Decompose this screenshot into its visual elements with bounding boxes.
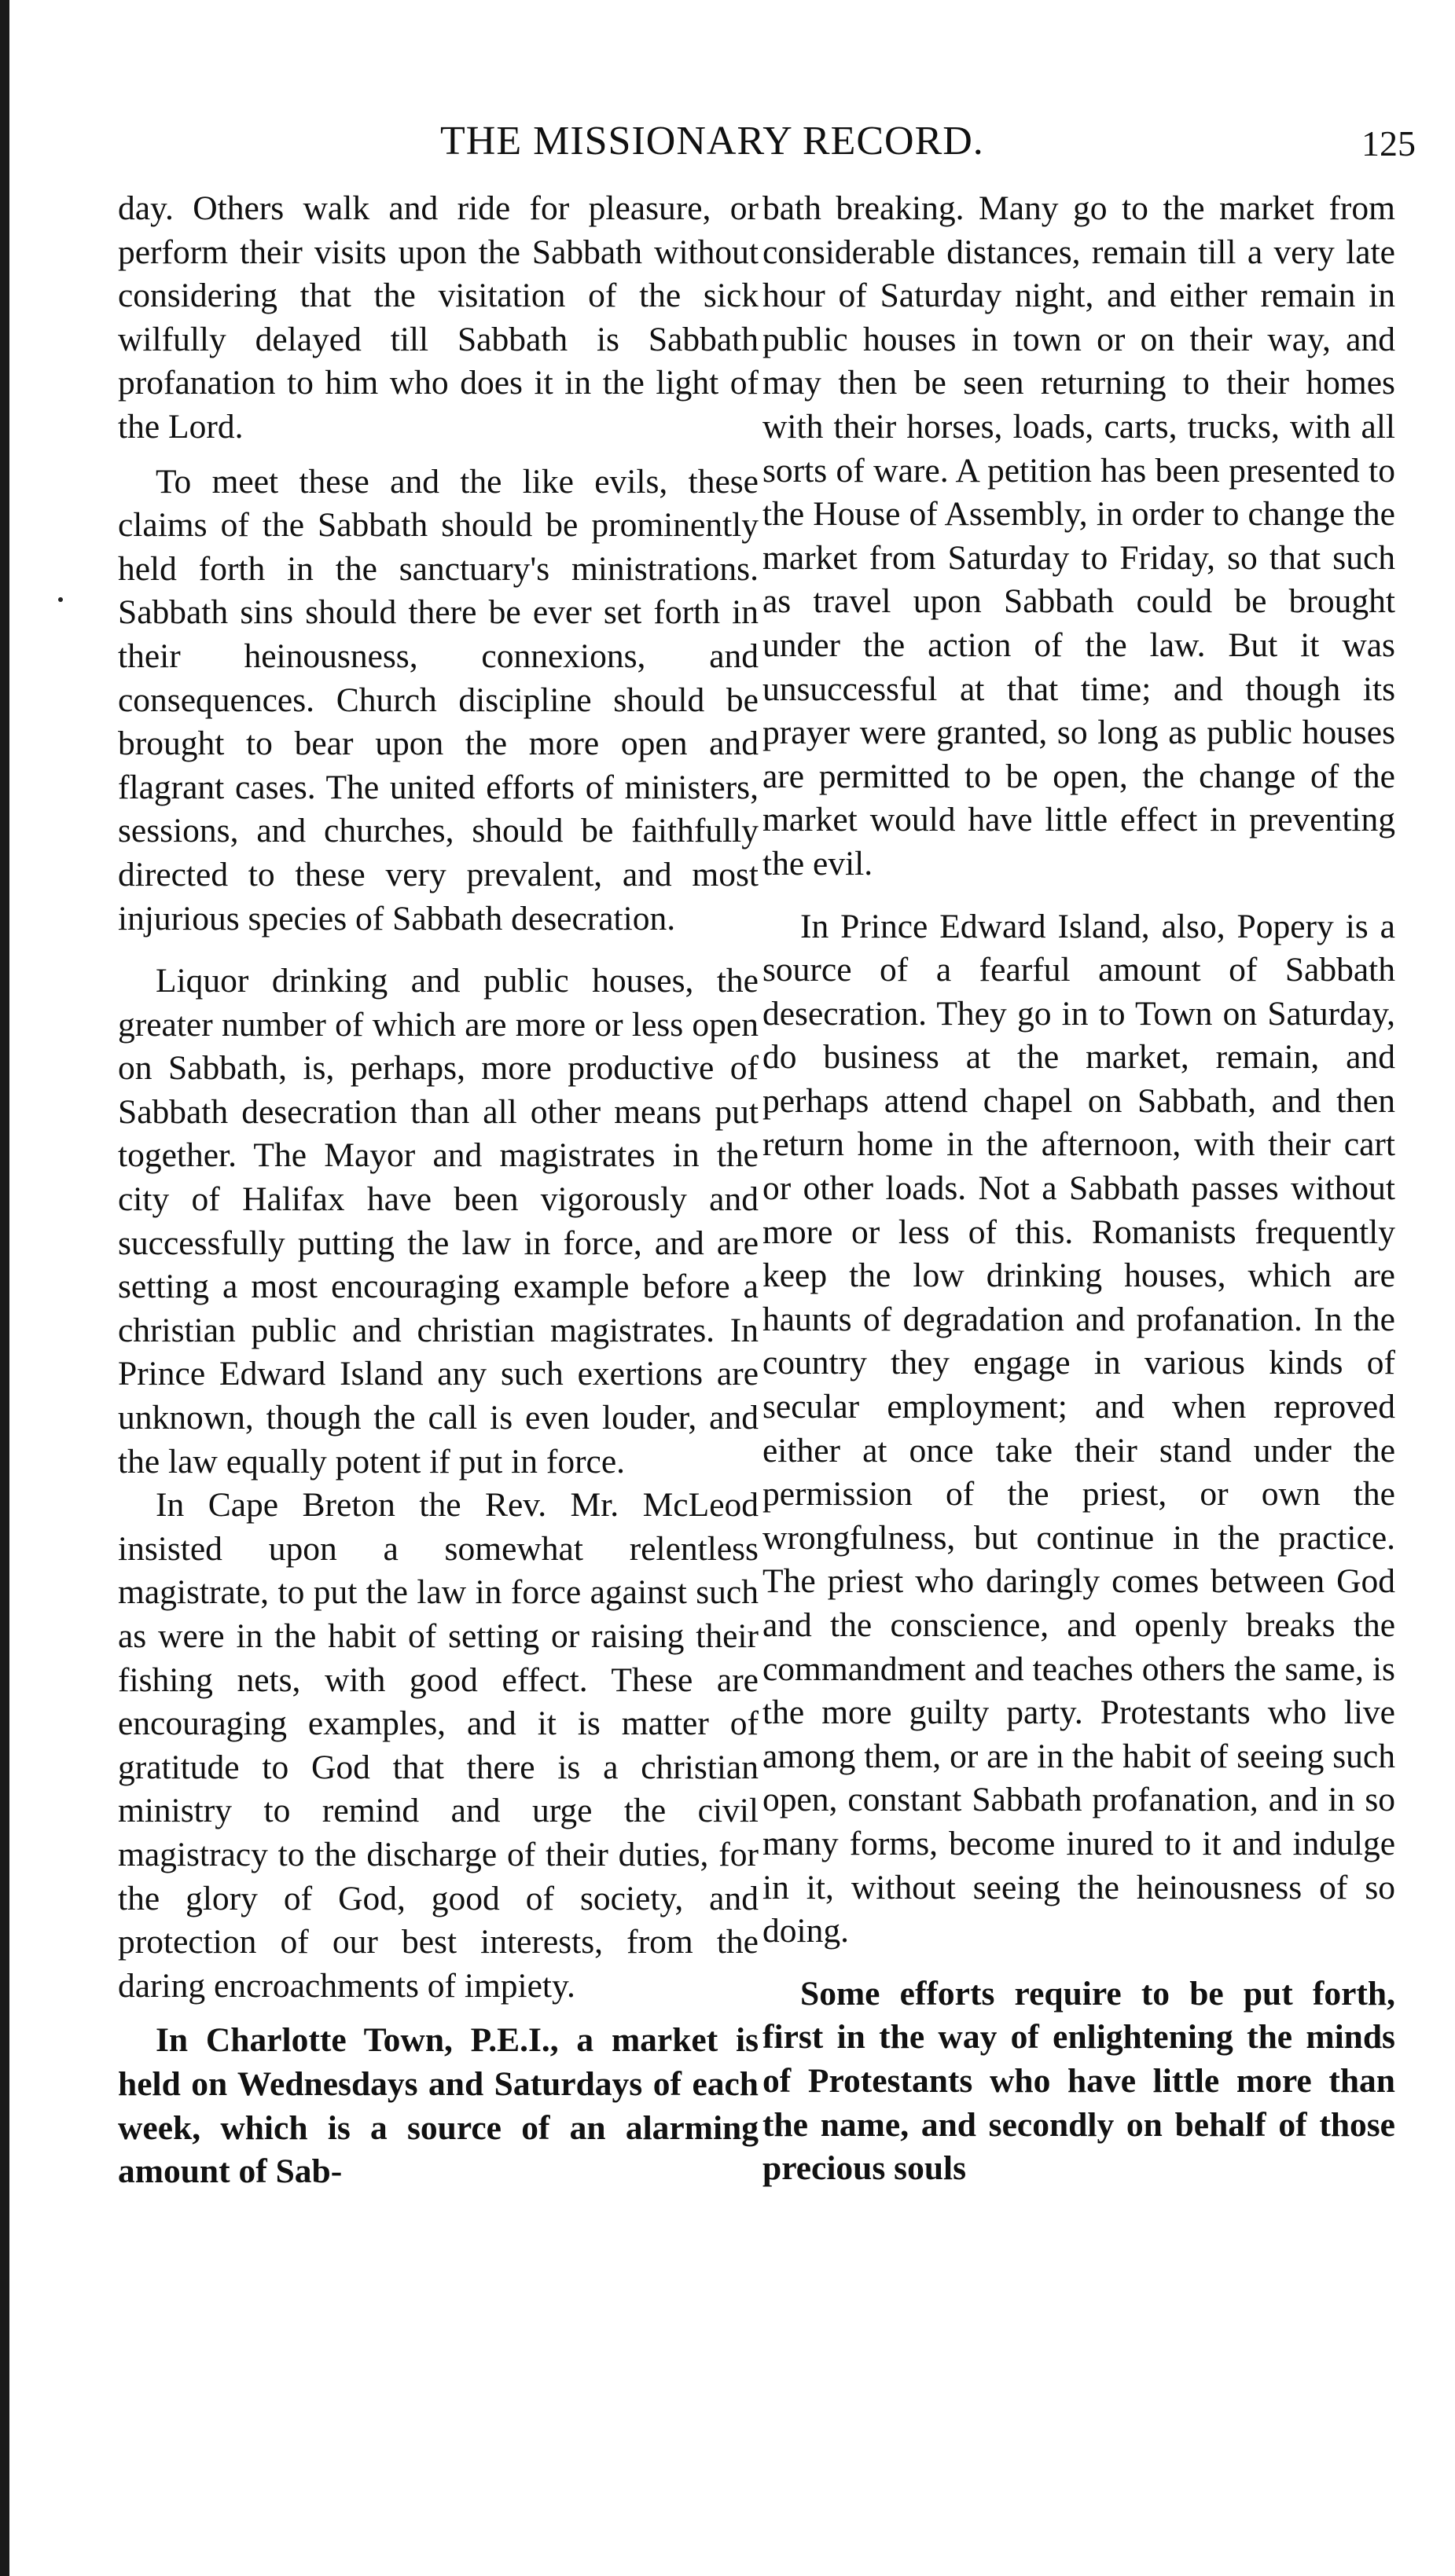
- running-title: THE MISSIONARY RECORD.: [440, 119, 984, 163]
- right-paragraph-2: In Prince Edward Island, also, Popery is a source of a fearful amount of Sabbath desecration. They go in to Town on Saturday, do business at the market, remain, and perhaps attend chapel on Sabbath, and then return home in the afternoon, with their cart or other loads. Not a Sabbath passes without more or less of this. Romanists frequently keep the low drinking houses, which are haunts of degradation and profanation. In the country they engage in various kinds of secular employment; and when reproved either at once take their stand under the permission of the priest, or own the wrongfulness, but continue in the practice. The priest who daringly comes between God and the conscience, and openly breaks the commandment and teaches others the same, is the more guilty party. Protestants who live among them, or are in the habit of seeing such open, constant Sabbath profanation, and in so many forms, become inured to it and indulge in it, without seeing the heinousness of so doing.: [762, 907, 1395, 1950]
- page-edge-shadow: [0, 0, 9, 2576]
- left-column: [118, 187, 759, 2194]
- right-paragraph-1: bath breaking. Many go to the market from considerable distances, remain till a very late hour of Saturday night, and either remain in public houses in town or on their way, and may then be seen returning to their homes with their horses, loads, carts, trucks, with all sorts of ware. A petition has been presented to the House of Assembly, in order to change the market from Saturday to Friday, so that such as travel upon Sabbath could be brought under the action of the law. But it was unsuccessful at that time; and though its prayer were granted, so long as public houses are permitted to be open, the change of the market would have little effect in preventing the evil.: [762, 189, 1395, 883]
- left-paragraph-3: Liquor drinking and public houses, the greater number of which are more or less open on Sabbath, is, perhaps, more productive of Sabbath desecration than all other means put together. The Mayor and magistrates in the city of Halifax have been vigorously and successfully putting the law in force, and are setting a most encouraging example before a christian public and christian magistrates. In Prince Edward Island any such exertions are unknown, though the call is even louder, and the law equally potent if put in force.: [118, 962, 759, 1481]
- left-paragraph-5: In Charlotte Town, P.E.I., a market is held on Wednesdays and Saturdays of each week, which is a source of an alarming amount of Sab-: [118, 2021, 759, 2191]
- left-paragraph-4: In Cape Breton the Rev. Mr. McLeod insisted upon a somewhat relentless magistrate, to put the law in force against such as were in the habit of setting or raising their fishing nets, with good effect. These are encouraging examples, and it is matter of gratitude to God that there is a christian ministry to remind and urge the civil magistracy to the discharge of their duties, for the glory of God, good of society, and protection of our best interests, from the daring encroachments of impiety.: [118, 1486, 759, 2005]
- left-paragraph-2: To meet these and the like evils, these claims of the Sabbath should be prominently held forth in the sanctuary's ministrations. Sabbath sins should there be ever set forth in their heinousness, connexions, and consequences. Church discipline should be brought to bear upon the more open and flagrant cases. The united efforts of ministers, sessions, and churches, should be faithfully directed to these very prevalent, and most injurious species of Sabbath desecration.: [118, 462, 759, 938]
- right-paragraph-3: Some efforts require to be put forth, first in the way of enlightening the minds of Protestants who have little more than the name, and secondly on behalf of those precious souls: [762, 1974, 1395, 2188]
- left-paragraph-1: day. Others walk and ride for pleasure, or perform their visits upon the Sabbath without considering that the visitation of the sick wilfully delayed till Sabbath is Sabbath profanation to him who does it in the light of the Lord.: [118, 189, 759, 446]
- page-number: 125: [1361, 123, 1416, 163]
- page-header: [0, 118, 1455, 173]
- right-column: [762, 187, 1395, 2191]
- margin-mark: [58, 597, 63, 602]
